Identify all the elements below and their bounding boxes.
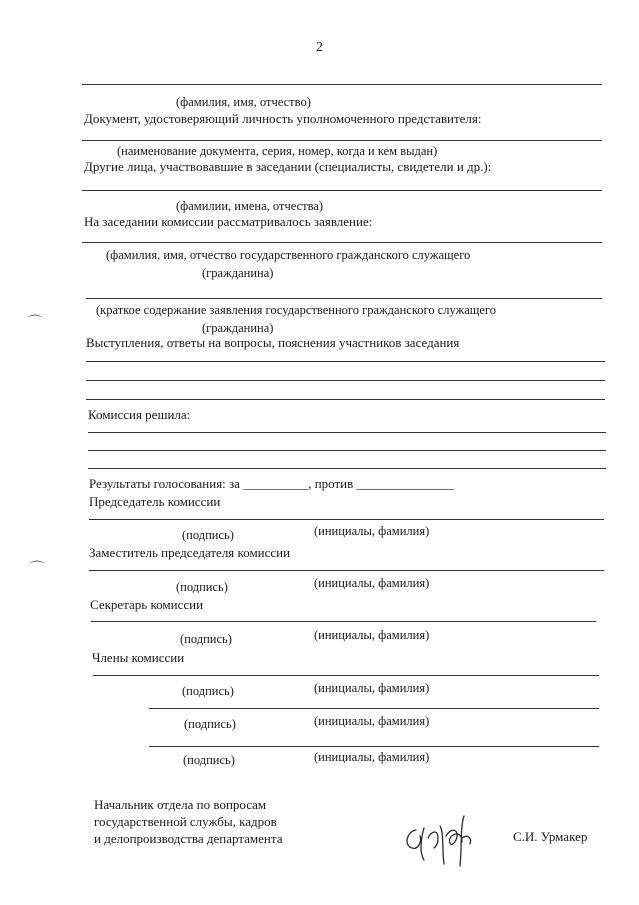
fill-line [91,621,596,622]
hint-initials: (инициалы, фамилия) [314,576,430,590]
fill-line [86,380,605,381]
others-label: Другие лица, участвовавшие в заседании (специалисты, свидетели и др.): [84,159,492,174]
hint-signature: (подпись) [183,753,235,767]
margin-mark: ⌒ [28,316,42,331]
members-label: Члены комиссии [92,650,185,665]
secretary-label: Секретарь комиссии [90,597,204,612]
hint-initials: (инициалы, фамилия) [314,750,430,764]
fill-line [82,84,602,85]
considered-label: На заседании комиссии рассматривалось заявление: [84,214,373,229]
fill-line [88,468,606,469]
decided-label: Комиссия решила: [88,407,191,422]
fill-line [149,746,599,747]
hint-others: (фамилии, имена, отчества) [176,199,324,213]
deputy-label: Заместитель председателя комиссии [89,545,291,560]
margin-mark: ⌒ [30,562,44,577]
hint-applicant-2: (гражданина) [202,266,274,280]
hint-initials: (инициалы, фамилия) [314,681,430,695]
hint-signature: (подпись) [182,528,234,542]
chairman-label: Председатель комиссии [89,494,221,509]
footer-title-line-3: и делопроизводства департамента [94,831,283,846]
hint-applicant-1: (фамилия, имя, отчество государственного гражданского служащего [106,248,471,262]
fill-line [89,570,604,571]
vote-label: Результаты голосования: за __________, против _______________ [89,476,455,491]
footer-title-line-2: государственной службы, кадров [94,814,277,829]
page-number: 2 [316,40,323,55]
hint-fio: (фамилия, имя, отчество) [176,95,311,109]
hint-signature: (подпись) [182,684,234,698]
fill-line [86,399,605,400]
hint-summary-1: (краткое содержание заявления государственного гражданского служащего [96,303,496,317]
hint-initials: (инициалы, фамилия) [314,524,430,538]
fill-line [82,242,602,243]
fill-line [149,708,599,709]
hint-doc: (наименование документа, серия, номер, когда и кем выдан) [117,144,438,158]
fill-line [82,190,602,191]
fill-line [86,361,605,362]
speeches-label: Выступления, ответы на вопросы, пояснения участников заседания [86,335,460,350]
footer-title-line-1: Начальник отдела по вопросам [94,797,267,812]
hint-initials: (инициалы, фамилия) [314,628,430,642]
fill-line [86,298,602,299]
hint-signature: (подпись) [184,717,236,731]
fill-line [88,450,606,451]
hint-initials: (инициалы, фамилия) [314,714,430,728]
hint-signature: (подпись) [180,632,232,646]
fill-line [88,432,606,433]
footer-signatory-name: С.И. Урмакер [513,829,588,844]
handwritten-signature [398,808,488,870]
hint-signature: (подпись) [176,580,228,594]
hint-summary-2: (гражданина) [202,321,274,335]
doc-rep-label: Документ, удостоверяющий личность уполномоченного представителя: [84,111,482,126]
fill-line [89,519,604,520]
fill-line [82,140,602,141]
fill-line [93,675,599,676]
